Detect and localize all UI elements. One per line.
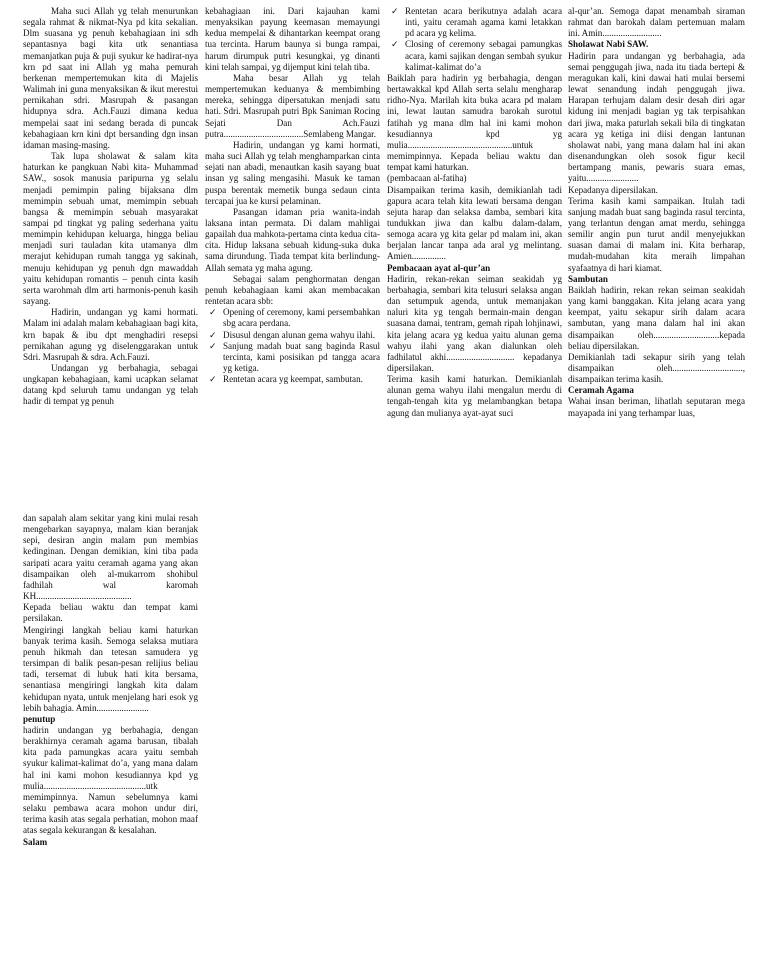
paragraph: hadirin undangan yg berbahagia, dengan berakhirnya ceramah agama barusan, tibalah kita pada pamungkas acara yaitu sembah syukur kalimat-kalimat do’a, yang mana dalam hal ini kami mohon kesudiannya kpd yg mulia.............................................utk memimpinnya. Namun sebelumnya kami selaku pembawa acara mohon undur diri, terima kasih atas segala perhatian, mohon maaf atas segala kekurangan & kesalahan. [23,724,198,836]
paragraph: Hadirin, rekan-rekan seiman seakidah yg berbahagia, sembari kita telusuri selaksa angan dan setumpuk agenda, untuk memanjakan naluri kita yg tengah bermain-main dengan suasana damai, tentram, gemah ripah lohjinawi, kita jelang acara yg kedua yaitu alunan gema wahyu ilahi yang akan dialunkan oleh fadhilatul akhi.............................. kepadanya dipersilakan. [387,273,562,373]
paragraph: Disampaikan terima kasih, demikianlah tadi gapura acara telah kita lewati bersama dengan sejuta harap dan selaksa damba, sembari kita tundukkan jiwa dan kalbu dalam-dalam, semoga acara yg kita gelar pd malam ini, akan berjalan lancar tanpa ada aral yg melintang. Amien............... [387,184,562,262]
section-heading: penutup [23,713,56,724]
paragraph: Baiklah para hadirin yg berbahagia, dengan bertawakkal kpd Allah serta selalu mengharap ridho-Nya. Marilah kita buka acara pd malam ini, lewat lautan samudra barokah surotul fatihah yg mana dlm hal ini kami mohon kesudiannya kpd yg mulia..............................................untuk memimpinnya. Kepada beliau waktu dan tempat kami haturkan. [387,72,562,173]
paragraph: dan sapalah alam sekitar yang kini mulai resah mengebarkan sayapnya, malam kian beranjak sepi, desiran angin malam pun membias kedinginan. Dengan demikian, kini tiba pada saripati acara yaitu ceramah agama yang akan disampaikan oleh al-mukarrom shohibul fadhilah wal karomah KH.......................................... [23,513,198,602]
section-heading: Pembacaan ayat al-qur’an [387,262,491,273]
section-heading: Sholawat Nabi SAW. [568,39,649,50]
paragraph: Maha suci Allah yg telah menurunkan segala rahmat & nikmat-Nya pd kita sekalian. Dlm suasana yg penuh kebahagiaan ini sdh sepantasnya bagi kita utk senantiasa memanjatkan puja & puji syukur ke hadirat-nya krn pd saat ini Allah yg maha pemurah berkenan mempertemukan kita di Majelis Walimah ini guna menyaksikan & ikut merestui pernikahan sdri. Masrupah & pasangan hidupnya sdra. Ach.Fauzi dimana kedua mempelai saat ini sedang berada di puncak kebahagiaan krn kini dpt bersanding dgn insan idaman masing-masing. [23,6,198,150]
paragraph: Hadirin, undangan yg kami hormati, maha suci Allah yg telah menghamparkan cinta sejati nan abadi, menautkan kasih sayang buat insan yg saling mengasihi. Masuk ke taman puspa berentak memetik bunga sedaun cinta tercapai jua ke kursi pelaminan. [205,139,380,206]
paragraph: Demikianlah tadi sekapur sirih yang telah disampaikan oleh..............................., disampaikan terima kasih. [568,351,745,385]
section-heading: Ceramah Agama [568,385,634,396]
checklist-item: ✓ Rentetan acara yg keempat, sambutan. [205,374,380,385]
paragraph: Tak lupa sholawat & salam kita haturkan ke pangkuan Nabi kita- Muhammad SAW., sosok manusia paripurna yg selalu menjadi pemimpin paling bijaksana dlm memimpin sebuah umat, memimpin sebuah bangsa & memimpin sebuah masyarakat sampai pd tingkat yg paling sederhana yaitu memimpin kehidupan keluarga, hingga beliau menjadi suri tauladan kita utamanya dlm merajut kehidupan rumah tangga yg sakinah, menuju kehidupan yg penuh dgn mawaddah yaitu kehidupan romantis – penuh cinta kasih serta warohmah dlm arti harmonis-penuh kasih sayang. [23,151,198,307]
checklist-item: ✓ Opening of ceremony, kami persembahkan sbg acara perdana. [205,307,380,329]
checklist [205,307,380,385]
paragraph: Terima kasih kami haturkan. Demikianlah alunan gema wahyu ilahi mengalun merdu di tengah-tengah kita yg melambangkan betapa agung dan mulianya ayat-ayat suci [387,374,562,418]
section-heading: Sambutan [568,273,608,284]
paragraph: Pasangan idaman pria wanita-indah laksana intan permata. Di dalam mahligai gapailah dua mahkota-pertama cinta kedua cita-cita. Hidup laksana sebuah kidung-suka duka sama dirundung. Tiada tempat kita berlindung-Allah semata yg maha agung. [205,206,380,273]
checklist-item: ✓ Disusul dengan alunan gema wahyu ilahi. [205,330,380,341]
checklist [387,6,562,73]
paragraph: Sebagai salam penghormatan dengan penuh kebahagiaan kami akan membacakan rentetan acara sbb: [205,273,380,307]
paragraph: Hadirin para undangan yg berbahagia, ada semai penggugah jiwa, nada itu tiada bertepi & meragukan kali, kini dawai hati mulai bersemi lewat senandung indah penggugah jiwa. Harapan terhujam dalam desir desah diri agar kidung ini menjadi bagian yg tak terpisahkan dari jiwa, maka paturlah sekali bila di tingkatan acara yg ketiga ini diisi dengan lantunan sholawat nabi, yang mana dalam hal ini akan disenandungkan oleh sosok figur kecil bertampang manis, pewaris suara emas, yaitu....................... [568,50,745,184]
paragraph: Maha besar Allah yg telah mempertemukan keduanya & membimbing mereka, sehingga dipersatukan menjadi satu hati. Sdri. Masrupah putri Bpk Saniman Rocing Sejati Dan Ach.Fauzi putra...................................Semlabeng Mangar. [205,72,380,139]
column-2 [205,6,380,385]
paragraph: Mengiringi langkah beliau kami haturkan banyak terima kasih. Semoga selaksa mutiara penuh hikmah dan tetesan samudera yg tersimpan di balik pesan-pesan relijius beliau tadi, tersemat di lubuk hati kita bersama, senantiasa mengiringi langkah kita dalam kehidupan nyata, untuk menjelang hari esok yg lebih bahagia. Amin....................... [23,624,198,713]
paragraph: Kepadanya dipersilakan. [568,184,658,195]
checklist-item: ✓ Rentetan acara berikutnya adalah acara inti, yaitu ceramah agama kami letakkan pd acara yg kelima. [387,6,562,39]
column-5 [23,513,198,848]
paragraph: Hadirin, undangan yg kami hormati. Malam ini adalah malam kebahagiaan bagi kita, krn bapak & ibu dpt menghadiri resepsi pernikahan agung yg diselenggarakan untuk Sdri. Masrupah & sdra. Ach.Fauzi. [23,307,198,362]
paragraph: Kepada beliau waktu dan tempat kami persilakan. [23,602,198,624]
paragraph: (pembacaan al-fatiha) [387,173,467,184]
column-1 [23,6,198,408]
column-4 [568,6,745,419]
paragraph: Terima kasih kami sampaikan. Itulah tadi sanjung madah buat sang baginda rasul tercinta, yang terlantun dengan amat merdu, sehingga semilir angin pun turut andil menyejukkan suasan damai di malam ini. Kita berharap, mudah-mudahan kita meraih limpahan syafaatnya di hari kiamat. [568,195,745,273]
checklist-item: ✓ Closing of ceremony sebagai pamungkas acara, kami sajikan dengan sembah syukur kalimat-kalimat do’a [387,39,562,72]
paragraph: Undangan yg berbahagia, sebagai ungkapan kebahagiaan, kami ucapkan selamat datang kpd seluruh tamu undangan yg telah hadir di tempat yg penuh [23,363,198,407]
section-heading: Salam [23,836,48,847]
paragraph: al-qur’an. Semoga dapat menambah siraman rahmat dan barokah dalam pertemuan malam ini. Amin.......................... [568,6,745,39]
checklist-item: ✓ Sanjung madah buat sang baginda Rasul tercinta, kami posisikan pd tangga acara yg ketiga. [205,341,380,374]
paragraph: Wahai insan beriman, lihatlah seputaran mega mayapada ini yang terhampar luas, [568,396,745,418]
paragraph: kebahagiaan ini. Dari kajauhan kami menyaksikan payung keemasan memayungi kedua mempelai & dihantarkan keempat orang tua tercinta. Harum baunya si bunga rampai, harum dirumpuk putri kesungkai, yg dinanti kini telah sampai, yg dijemput kini telah tiba. [205,6,380,72]
column-3 [387,6,562,419]
paragraph: Baiklah hadirin, rekan rekan seiman seakidah yang kami banggakan. Kita jelang acara yang keempat, yaitu sekapur sirih dalam acara sambutan, yang mana dalam hal ini akan disampaikan oleh.............................kepada beliau dipersilakan. [568,284,745,351]
